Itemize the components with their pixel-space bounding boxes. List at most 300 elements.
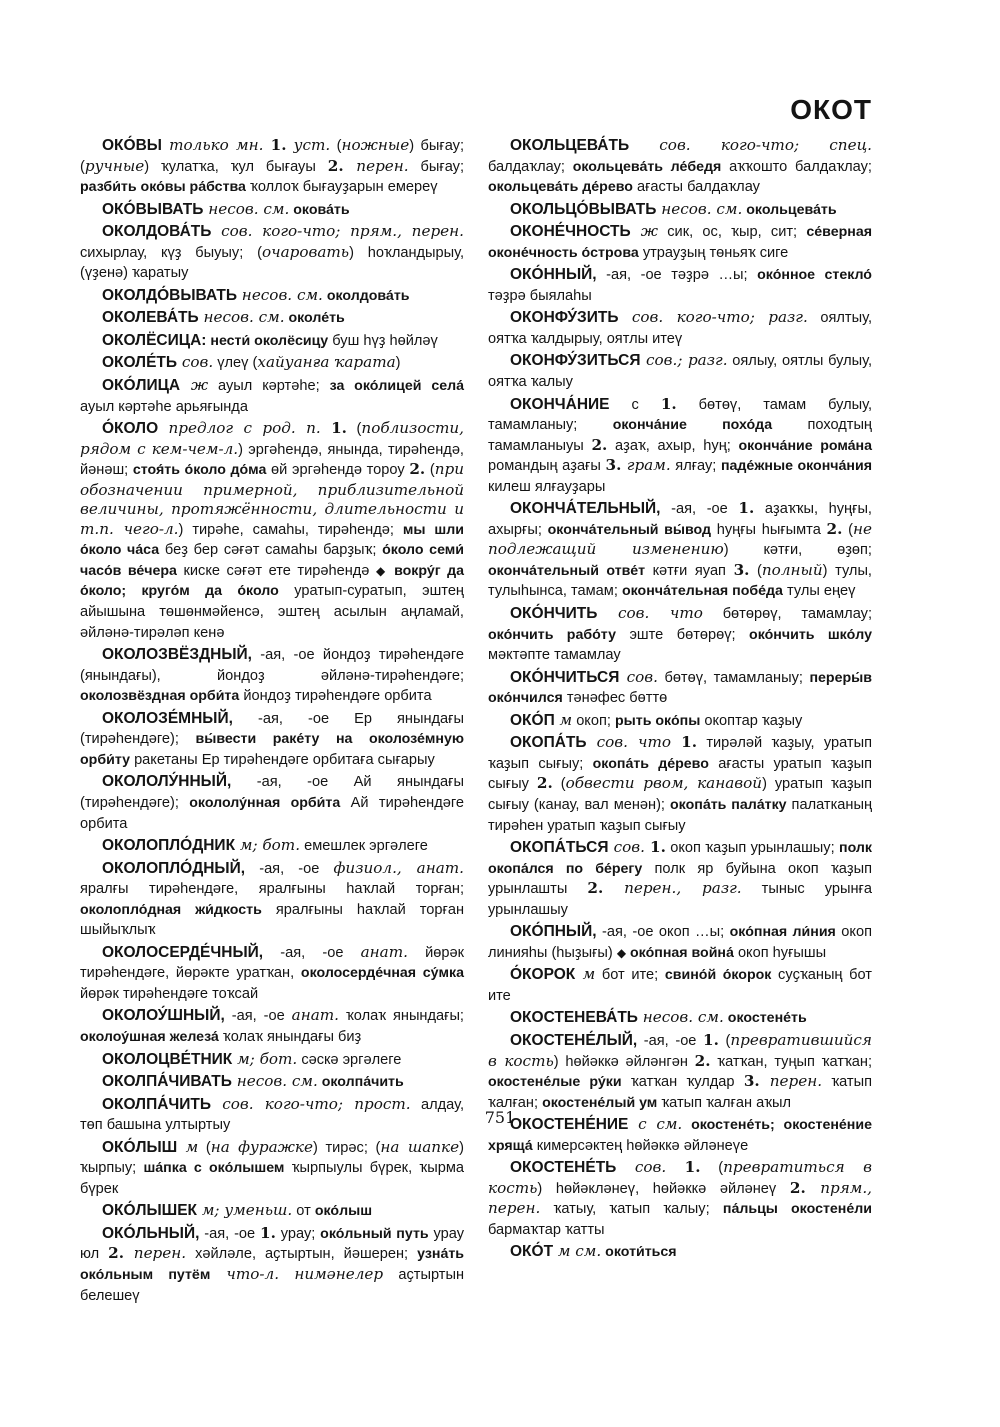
translation: ҡатҡан ҡулдар — [621, 1074, 744, 1091]
grammar-note: превратиться в кость — [488, 1158, 872, 1197]
dictionary-entry — [488, 136, 872, 198]
dictionary-entry — [488, 1242, 872, 1263]
translation: беҙ бер сәғәт самаһы барҙыҡ; — [159, 542, 383, 559]
example-phrase: око́нчить шко́лу — [749, 626, 872, 643]
grammar-note: прям., перен. — [488, 1178, 872, 1218]
translation: палатканың тирәһен уратып ҡаҙып сығыу — [488, 796, 873, 834]
translation: ) — [395, 355, 401, 372]
grammar-note: обвести рвом, канавой — [565, 774, 763, 793]
example-phrase: узна́ть око́льным путём — [80, 1246, 465, 1283]
headword: ОКОПА́ТЬ — [510, 734, 587, 752]
headword: ОКО́ПНЫЙ, — [510, 923, 597, 941]
example-phrase: оконча́тельный отве́т — [488, 562, 646, 579]
translation: -ая, -ое йондоҙ тирәһендәге (янындағы), йондоҙ әйләнә-тирәһендәге; — [80, 647, 464, 684]
example-phrase: околпа́чить — [317, 1074, 404, 1091]
example-phrase: околоу́шная железа́ — [80, 1028, 219, 1045]
headword: ОКОЛЬЦЕВА́ТЬ — [510, 137, 630, 154]
dictionary-entry — [488, 922, 872, 963]
translation: ( — [346, 421, 362, 438]
headword: ОКОСТЕНЕВА́ТЬ — [510, 1009, 638, 1027]
translation: окоптар ҡаҙыу — [700, 712, 803, 729]
dictionary-entry — [80, 943, 464, 1005]
example-phrase: окольцева́ть — [742, 201, 837, 218]
headword: ОКОЛОПЛО́ДНИК — [102, 837, 236, 855]
translation: ҡатыу, ҡатып ҡалыу; — [540, 1201, 723, 1218]
translation: ( — [330, 138, 342, 154]
translation: ) ҡырпыу; — [80, 1139, 464, 1177]
translation: ) һоҡландырыу, (үҙенә) ҡаратыу — [80, 244, 465, 282]
dictionary-entry — [488, 838, 872, 920]
translation: сәскә эргәлеге — [297, 1051, 402, 1068]
translation: йондоҙ тирәһендәге орбита — [239, 688, 432, 705]
sense-number: 2. — [591, 435, 608, 454]
translation: өй эргәһендә тороу — [266, 462, 410, 479]
translation: походтың тамамланыуы — [488, 417, 872, 454]
dictionary-entry — [80, 331, 464, 352]
example-phrase: мы шли о́коло ча́са — [80, 521, 464, 559]
example-phrase: око́лыш — [314, 1203, 373, 1220]
headword: ОКОЛПА́ЧИТЬ — [102, 1095, 212, 1113]
headword: ОКОЛОЗВЁЗДНЫЙ, — [102, 646, 252, 664]
grammar-note: несов. см. — [656, 199, 743, 218]
translation: -ая, -ое — [263, 944, 361, 961]
running-head: ОКОТ — [790, 94, 872, 125]
translation: тәҙрә быялаһы — [488, 287, 592, 304]
translation: үлеү ( — [213, 355, 258, 372]
grammar-note: грам. — [621, 456, 671, 475]
dictionary-entry — [488, 308, 872, 349]
grammar-note: очаровать — [261, 242, 350, 261]
grammar-note: перен., разг. — [603, 879, 742, 898]
example-phrase: окостене́лые ру́ки — [488, 1074, 622, 1091]
example-phrase: околдова́ть — [322, 287, 410, 304]
example-phrase: окостене́ть — [723, 1010, 807, 1027]
translation: кимерсәктең һөйәккә әйләнеүе — [532, 1137, 749, 1154]
headword: ОКОНЧА́ТЕЛЬНЫЙ, — [510, 500, 661, 518]
grammar-note: предлог с род. п. — [158, 419, 332, 438]
translation: ҡатҡан, туңып ҡатҡан; — [710, 1053, 872, 1070]
example-phrase: окостене́ть; окостене́ние хряща́ — [488, 1117, 872, 1154]
translation: ) ҡулатҡа, ҡул бығауы — [144, 158, 328, 175]
dictionary-entry — [80, 1050, 464, 1071]
example-phrase: переры́в око́нчился — [488, 669, 872, 707]
example-phrase: оконча́ние похо́да — [612, 417, 773, 434]
example-phrase: околосерде́чная су́мка — [300, 965, 464, 982]
example-phrase: окольцева́ть ле́бедя — [572, 158, 722, 175]
translation: -ая, -ое Ер янындағы (тирәһендәге); — [80, 710, 464, 748]
translation: бот ите; — [595, 967, 665, 984]
example-phrase: око́пная война́ — [626, 944, 734, 961]
headword: ОКО́ЛЫШ — [102, 1138, 178, 1156]
dictionary-entry — [488, 1008, 872, 1029]
grammar-note: м см. — [553, 1242, 602, 1261]
headword: ОКО́ВЫ — [102, 137, 162, 154]
example-phrase: рыть око́пы — [615, 712, 701, 729]
translation: романдың аҙағы — [488, 458, 606, 475]
example-phrase: оконча́тельная побе́да — [621, 583, 783, 600]
headword: ОКОНФУ́ЗИТЬСЯ — [510, 352, 641, 370]
example-phrase: око́нное стекло́ — [757, 267, 872, 284]
translation: ) бығау; ( — [80, 138, 465, 175]
translation: -ая, -ое Ай янындағы (тирәһендәге); — [80, 774, 464, 811]
translation: ) тирәһе, самаһы, тирәһендә; — [178, 521, 403, 538]
headword: ОКОЛЕВА́ТЬ — [102, 309, 199, 327]
grammar-note: хайуанға ҡарата — [257, 353, 396, 372]
sense-number: 2. — [826, 519, 843, 538]
headword: ОКОНЧА́НИЕ — [510, 395, 610, 413]
grammar-note: сов. кого-что; спец. — [629, 136, 872, 154]
translation: сихырлау, күҙ быуыу; ( — [80, 244, 262, 261]
translation: тәнәфес бөттө — [562, 690, 668, 707]
headword: ОКО́П — [510, 711, 555, 729]
sense-number: 3. — [605, 456, 622, 475]
grammar-note: перен. — [343, 156, 409, 175]
example-phrase: окова́ть — [289, 201, 350, 218]
grammar-note: анат. — [360, 942, 408, 961]
headword: ОКОСТЕНЕ́ТЬ — [510, 1159, 617, 1177]
translation: ҡатып ҡалған; — [488, 1074, 873, 1111]
translation: ( — [552, 776, 566, 793]
page-number: 751 — [484, 1108, 516, 1127]
example-phrase: окоти́ться — [601, 1244, 677, 1261]
grammar-note: сов. — [177, 353, 214, 372]
dictionary-entry — [488, 711, 872, 732]
grammar-note: сов.; разг. — [640, 351, 728, 370]
grammar-note: с см. — [628, 1115, 683, 1134]
grammar-note: не подлежащий изменению — [488, 519, 872, 559]
example-phrase: вы́вести раке́ту на околозе́мную орби́ту — [80, 731, 464, 768]
diamond-icon: ◆ — [616, 945, 627, 960]
translation: суҫҡаның бот ите — [488, 967, 872, 1004]
translation: йөрәк тирәһендәге тоҡсай — [80, 985, 259, 1002]
translation — [279, 1267, 294, 1283]
grammar-note: сов. что — [586, 733, 682, 752]
translation: тирәләй ҡаҙыу, уратып ҡаҙып сығыу; — [488, 735, 872, 772]
grammar-note: ручные — [84, 156, 145, 175]
grammar-note: ж — [180, 376, 209, 395]
example-phrase: о́коло семи́ часо́в ве́чера — [80, 542, 464, 579]
example-phrase: нести́ околёсицу — [206, 332, 329, 349]
headword: ОКО́ВЫВАТЬ — [102, 200, 204, 218]
headword: ОКО́ЛЬНЫЙ, — [102, 1224, 200, 1242]
dictionary-entry — [488, 395, 872, 498]
grammar-note: перен. — [759, 1072, 823, 1091]
translation: окоп ҡаҙып урынлашыу; — [665, 840, 839, 857]
translation: емешлек эргәлеге — [300, 838, 428, 855]
sense-number: 3. — [743, 1072, 760, 1091]
translation: ҡолаҡ янындағы биҙ — [218, 1028, 362, 1045]
translation: ҡатып ҡалған аҡыл — [657, 1094, 792, 1111]
translation: сик, ос, ҡыр, сит; — [657, 224, 807, 241]
grammar-note: м; бот. — [235, 836, 301, 855]
headword: ОКОСТЕНЕ́НИЕ — [510, 1116, 629, 1134]
example-phrase: оконча́ние рома́на — [738, 437, 873, 454]
example-phrase: свино́й о́корок — [664, 967, 772, 984]
translation: ) эргәһендә, янында, тирәһендә, йәнәш; — [80, 441, 464, 479]
dictionary-entry — [488, 733, 872, 836]
example-phrase: оконча́тельный вы́вод — [547, 521, 711, 538]
translation: ) һөйәккә әйләнгән — [553, 1053, 695, 1070]
translation: киске сәғәт ете тирәһендә — [176, 562, 376, 579]
grammar-note: на фуражке — [210, 1137, 313, 1156]
translation: бөтөү, тамам булыу, тамамланыу; — [488, 396, 872, 434]
sense-number: 1. — [681, 733, 698, 752]
headword: ОКОЛОПЛО́ДНЫЙ, — [102, 859, 246, 877]
translation: -ая, -ое — [660, 501, 739, 518]
translation: яралғыны һаҡлай торған шыйыҡлыҡ — [80, 901, 464, 939]
example-phrase: окололу́нная орби́та — [189, 794, 341, 811]
dictionary-entry — [80, 419, 464, 643]
dictionary-entry — [488, 668, 872, 709]
translation: аҫтыртын белешеү — [80, 1266, 465, 1304]
translation: ( — [198, 1139, 211, 1156]
grammar-note: м; бот. — [232, 1049, 298, 1068]
translation: ( — [842, 521, 853, 538]
translation: ағасты балдаҡлау — [632, 179, 760, 196]
sense-number: 1. — [331, 419, 347, 438]
translation: бөтөү, тамамланыу; — [657, 669, 810, 686]
translation: эште бөтөрөү; — [615, 626, 750, 643]
dictionary-entry — [488, 200, 872, 221]
translation: хәйләле, аҫтыртын, йәшерен; — [186, 1246, 418, 1263]
headword: ОКО́Т — [510, 1243, 554, 1261]
headword: ОКОЛОЗЕ́МНЫЙ, — [102, 709, 233, 727]
sense-number: 1. — [260, 1223, 276, 1242]
headword: ОКО́ННЫЙ, — [510, 266, 597, 284]
grammar-note: сов. что — [597, 604, 703, 623]
grammar-note: несов. см. — [637, 1008, 724, 1027]
grammar-note: сов. — [619, 667, 658, 686]
grammar-note: несов. см. — [198, 308, 285, 327]
dictionary-entry — [488, 965, 872, 1006]
sense-number: 2. — [694, 1051, 711, 1070]
dictionary-entry — [80, 308, 464, 329]
example-phrase: околопло́дная жи́дкость — [80, 901, 262, 918]
translation: ауыл кәртәһе; — [208, 378, 330, 395]
translation: бөтөрөү, тамамлау; — [702, 606, 872, 623]
dictionary-entry — [80, 286, 464, 307]
translation: буш һүҙ һөйләү — [328, 332, 438, 349]
example-phrase: окопа́ть де́рево — [592, 755, 709, 772]
translation: полк яр буйына окоп ҡаҙып урынлашты — [488, 860, 872, 898]
sense-number: 3. — [733, 560, 750, 579]
dictionary-entry — [80, 353, 464, 374]
headword: ОКОПА́ТЬСЯ — [510, 839, 609, 857]
grammar-note: сов. кого-что; прям., перен. — [211, 222, 464, 241]
grammar-note: несов. см. — [231, 1072, 318, 1091]
headword: ОКОЛДОВА́ТЬ — [102, 223, 212, 241]
translation: ағасты уратып ҡаҙып сығыу — [488, 755, 873, 793]
translation: ( — [749, 562, 762, 579]
example-phrase: вокру́г да о́коло; круго́м да о́коло — [80, 562, 464, 600]
grammar-note: что-л. — [210, 1264, 280, 1283]
translation: бармаҡтар ҡатты — [488, 1221, 605, 1238]
dictionary-entry — [80, 1224, 464, 1306]
example-phrase: околе́ть — [284, 310, 345, 327]
headword: О́КОРОК — [510, 966, 576, 984]
dictionary-entry — [80, 836, 464, 857]
headword: ОКО́НЧИТЬСЯ — [510, 668, 620, 686]
sense-number: 1. — [270, 136, 287, 154]
sense-number: 2. — [327, 156, 344, 175]
headword: ОКОНЕ́ЧНОСТЬ — [510, 223, 631, 241]
headword: ОКО́НЧИТЬ — [510, 605, 598, 623]
dictionary-entry — [80, 136, 464, 198]
sense-number: 1. — [660, 394, 677, 413]
translation: -ая, -ое — [245, 860, 334, 877]
sense-number: 2. — [789, 1178, 806, 1197]
headword: ОКОЛОЛУ́ННЫЙ, — [102, 773, 232, 791]
example-phrase: окостене́лый ум — [542, 1094, 658, 1111]
example-phrase: паде́жные оконча́ния — [720, 458, 872, 475]
dictionary-entry — [488, 222, 872, 263]
translation: аҙаҡҡы, һуңғы, ахырғы; — [488, 501, 872, 538]
translation: ) тулы, тулыһынса, тамам; — [488, 562, 872, 600]
translation: балдаҡлау; — [488, 158, 573, 175]
example-phrase: окольцева́ть де́рево — [488, 179, 633, 196]
translation: һуңғы һығымта — [711, 521, 827, 538]
translation: -ая, -ое — [199, 1225, 261, 1242]
dictionary-entry — [488, 1031, 872, 1113]
translation: мәктәпте тамамлау — [488, 647, 621, 664]
grammar-note: м — [575, 965, 596, 984]
sense-number: 2. — [587, 879, 604, 898]
example-phrase: стоя́ть о́коло до́ма — [132, 462, 267, 479]
translation: -ая, -ое тәҙрә …ы; — [596, 267, 758, 284]
dictionary-entry — [80, 1006, 464, 1047]
grammar-note: на шапке — [380, 1137, 460, 1156]
example-phrase: окопа́ть пала́тку — [670, 796, 787, 813]
grammar-note: при обозначении примерной, приблизительной величины, протяжённости, длительности и т.п. чего-л. — [80, 460, 465, 538]
headword: ОКО́ЛЫШЕК — [102, 1202, 197, 1220]
translation: бығау; — [408, 158, 465, 175]
sense-number: 1. — [703, 1030, 719, 1049]
headword: ОКОЛДО́ВЫВАТЬ — [102, 286, 237, 304]
grammar-note: несов. см. — [236, 285, 323, 304]
translation: ) кәтғи, өҙөп; — [723, 542, 872, 559]
grammar-note: уст. — [286, 136, 331, 154]
translation: урау; — [275, 1225, 321, 1242]
grammar-note: сов. кого-что; разг. — [618, 308, 808, 327]
headword: ОКОЛЁСИЦА: — [102, 331, 207, 349]
grammar-note: м — [554, 710, 573, 729]
grammar-note: полный — [761, 560, 823, 579]
translation: кәтғи яуап — [645, 562, 734, 579]
headword: ОКОЛОУ́ШНЫЙ, — [102, 1007, 225, 1025]
sense-number: 1. — [650, 838, 666, 857]
grammar-note: несов. см. — [203, 199, 290, 218]
translation: Ай тирәһендәге орбита — [80, 794, 464, 832]
sense-number: 2. — [409, 460, 426, 479]
dictionary-entry — [80, 376, 464, 417]
diamond-icon: ◆ — [375, 563, 388, 578]
headword: ОКОНФУ́ЗИТЬ — [510, 309, 619, 327]
example-phrase: разби́ть око́вы ра́бства — [80, 179, 246, 196]
grammar-note: ножные — [341, 136, 410, 154]
translation: ( — [718, 1032, 731, 1049]
translation: урау юл — [80, 1225, 464, 1263]
translation: -ая, -ое — [637, 1032, 704, 1049]
grammar-note: только мн. — [161, 136, 271, 154]
dictionary-entry — [80, 1072, 464, 1093]
dictionary-entry — [80, 709, 464, 771]
dictionary-entry — [80, 645, 464, 707]
example-phrase: око́льный путь — [320, 1225, 429, 1242]
grammar-note: ж — [630, 222, 658, 241]
translation: йөрәк тирәһендәге, йөрәкте уратҡан, — [80, 944, 464, 982]
dictionary-entry — [488, 499, 872, 602]
grammar-note: поблизости, рядом с кем-чем-л. — [80, 419, 464, 458]
translation: окоп линияһы (һыҙығы) — [488, 924, 872, 961]
grammar-note: м; уменьш. — [197, 1201, 293, 1220]
translation: ) уратып ҡаҙып сығыу (канау, вал менән); — [488, 776, 873, 813]
grammar-note: превратившийся в кость — [488, 1030, 872, 1070]
dictionary-entry — [80, 859, 464, 941]
translation: ) тирәс; ( — [312, 1139, 381, 1156]
dictionary-entry — [80, 1138, 464, 1200]
sense-number: 2. — [536, 774, 553, 793]
translation: тыныс урынға урынлашыу — [488, 881, 872, 918]
example-phrase: ша́пка с око́лышем — [143, 1160, 285, 1177]
column-left — [80, 136, 464, 1308]
translation: ракетаны Ер тирәһендәге орбитаға сығарыу — [130, 751, 435, 768]
grammar-note: нимәнелер — [294, 1264, 384, 1283]
example-phrase: полк окопа́лся по бе́регу — [488, 840, 872, 877]
translation: ялғау; — [670, 458, 721, 475]
translation: ( — [700, 1160, 724, 1177]
translation: ҡолаҡ янындағы; — [339, 1008, 464, 1025]
column-right — [488, 136, 872, 1265]
dictionary-entry — [488, 1158, 872, 1240]
example-phrase: се́верная оконе́чность о́строва — [488, 224, 872, 261]
grammar-note: анат. — [291, 1006, 340, 1025]
sense-number: 1. — [738, 499, 755, 518]
example-phrase: за око́лицей села́ — [329, 378, 464, 395]
translation: ауыл кәртәһе арьяғында — [80, 398, 248, 415]
translation: утрауҙың төньяҡ сиге — [638, 244, 789, 261]
dictionary-entry — [80, 222, 464, 284]
dictionary-entry — [80, 772, 464, 834]
headword: ОКОЛПА́ЧИВАТЬ — [102, 1073, 232, 1091]
example-phrase: око́пная ли́ния — [729, 924, 836, 941]
example-phrase: па́льцы окостене́ли — [722, 1201, 872, 1218]
grammar-note: перен. — [124, 1244, 187, 1263]
grammar-note: физиол., анат. — [333, 858, 464, 877]
translation: аҙаҡ, ахыр, һуң; — [607, 437, 739, 454]
translation: яралғы тирәһендәге, яралғыны һаҡлай торған; — [80, 881, 464, 898]
translation: от — [292, 1203, 315, 1220]
dictionary-entry — [488, 604, 872, 666]
grammar-note: сов. — [616, 1158, 685, 1177]
translation: окоп һуғышы — [733, 944, 827, 961]
translation: уратып-суратып, эштең айышына төшөнмәйенсә, эштең асылын аңламай, әйләнә-тирәләп кенә — [80, 583, 464, 641]
dictionary-entry — [488, 265, 872, 306]
headword: ОКОЛОСЕРДЕ́ЧНЫЙ, — [102, 943, 264, 961]
translation: ҡоллоҡ бығауҙарын емереү — [245, 179, 438, 196]
translation: оялтыу, оятҡа ҡалдырыу, оятлы итеү — [488, 310, 872, 347]
translation: с — [609, 396, 661, 413]
translation: ) һөйәкләнеү, һөйәккә әйләнеү — [537, 1180, 790, 1197]
dictionary-entry — [80, 1201, 464, 1222]
translation: оялыу, оятлы булыу, оятҡа ҡалыу — [488, 353, 873, 391]
grammar-note: сов. — [608, 838, 651, 857]
sense-number: 2. — [108, 1244, 125, 1263]
translation: аҡҡошто балдаҡлау; — [721, 158, 872, 175]
headword: ОКОЛЕ́ТЬ — [102, 354, 178, 372]
translation: ( — [425, 462, 435, 479]
translation: -ая, -ое окоп …ы; — [596, 924, 730, 941]
headword: О́КОЛО — [102, 420, 159, 438]
